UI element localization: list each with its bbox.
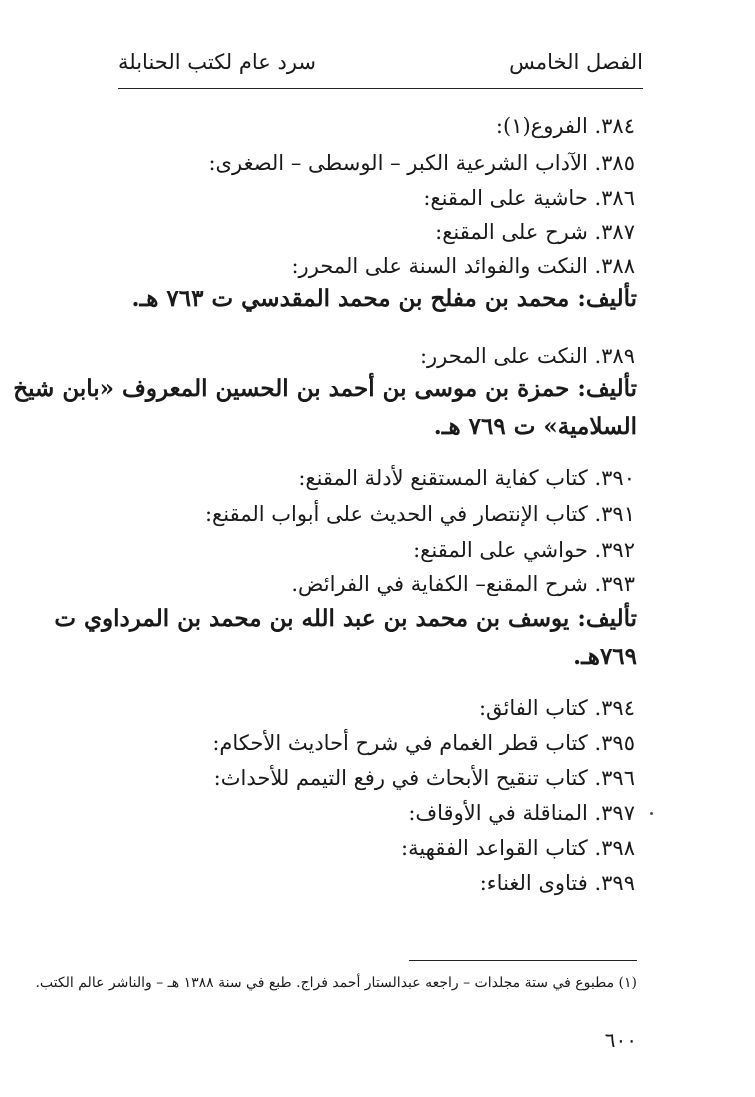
entry-386: ٣٨٦. حاشية على المقنع: (423, 186, 635, 210)
entry-399: ٣٩٩. فتاوى الغناء: (479, 871, 635, 895)
running-header (118, 44, 643, 89)
author-line-2b: السلامية» ت ٧٦٩ هـ. (433, 413, 637, 440)
entry-398: ٣٩٨. كتاب القواعد الفقهية: (401, 836, 635, 860)
page-number: ٦٠٠ (604, 1028, 637, 1052)
entry-388: ٣٨٨. النكت والفوائد السنة على المحرر: (291, 254, 635, 278)
entry-394: ٣٩٤. كتاب الفائق: (478, 696, 635, 720)
author-line-3b: ٧٦٩هـ. (573, 643, 637, 670)
entry-395: ٣٩٥. كتاب قطر الغمام في شرح أحاديث الأحكام: (212, 731, 635, 755)
print-speck (650, 812, 653, 815)
entry-390: ٣٩٠. كتاب كفاية المستقنع لأدلة المقنع: (298, 466, 635, 490)
author-line-1: تأليف: محمد بن مفلح بن محمد المقدسي ت ٧٦٣ هـ. (131, 285, 637, 312)
footnote-divider (409, 960, 637, 961)
book-section-title: سرد عام لكتب الحنابلة (118, 50, 317, 74)
chapter-title: الفصل الخامس (509, 50, 643, 74)
entry-384: ٣٨٤. الفروع(١): (495, 114, 635, 138)
author-line-3a: تأليف: يوسف بن محمد بن عبد الله بن محمد بن المرداوي ت (54, 605, 637, 632)
entry-392: ٣٩٢. حواشي على المقنع: (413, 538, 635, 562)
entry-385: ٣٨٥. الآداب الشرعية الكبر – الوسطى – الصغرى: (208, 151, 635, 175)
entry-396: ٣٩٦. كتاب تنقيح الأبحاث في رفع التيمم للأحداث: (213, 766, 635, 790)
entry-387: ٣٨٧. شرح على المقنع: (435, 220, 635, 244)
entry-393: ٣٩٣. شرح المقنع– الكفاية في الفرائض. (291, 572, 635, 596)
entry-391: ٣٩١. كتاب الإنتصار في الحديث على أبواب المقنع: (204, 502, 635, 526)
entry-397: ٣٩٧. المناقلة في الأوقاف: (408, 801, 635, 825)
entry-389: ٣٨٩. النكت على المحرر: (419, 344, 635, 368)
footnote-1: (١) مطبوع في ستة مجلدات – راجعه عبدالستار أحمد فراج. طبع في سنة ١٣٨٨ هـ – والناشر عالم الكتب. (35, 975, 637, 991)
author-line-2a: تأليف: حمزة بن موسى بن أحمد بن الحسين المعروف «بابن شيخ (13, 375, 637, 402)
